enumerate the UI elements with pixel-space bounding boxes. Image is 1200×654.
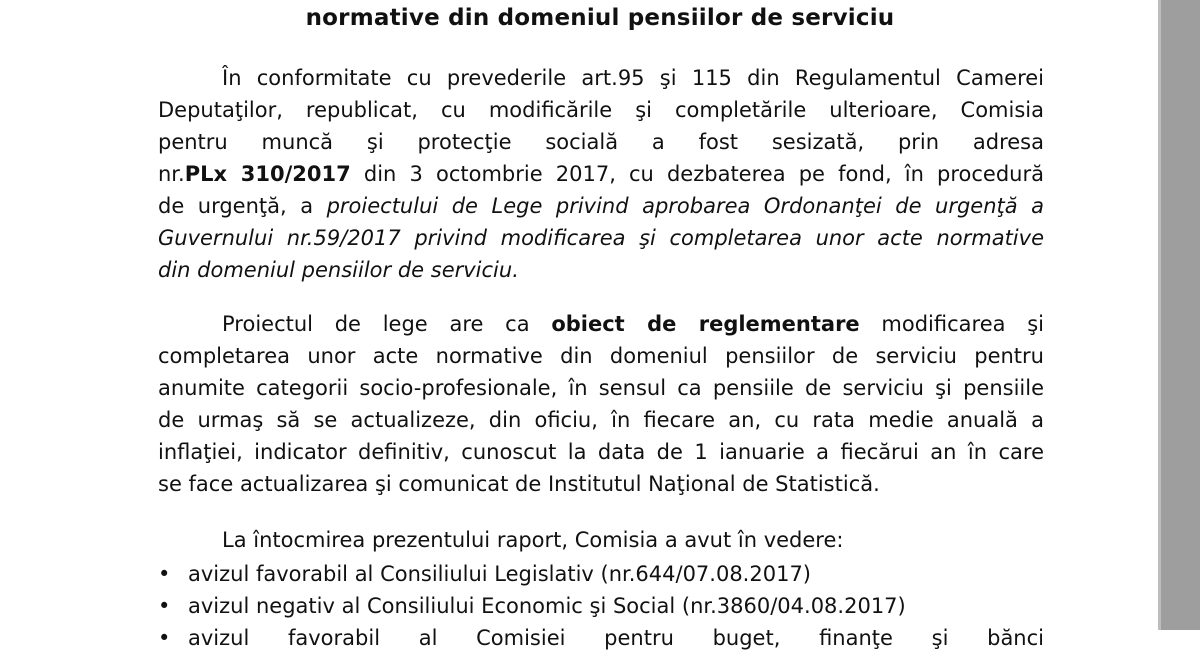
paragraph-line <box>158 222 1044 254</box>
paragraph-line <box>158 158 1044 190</box>
list-item <box>158 622 1044 650</box>
paragraph-line <box>158 190 1044 222</box>
bill-title-italic: Guvernului nr.59/2017 privind modificarea şi completarea unor acte normative <box>158 226 1044 250</box>
bullet-icon: • <box>158 626 171 650</box>
list-item-text: avizul negativ al Consiliului Economic şi Social (nr.3860/04.08.2017) <box>188 594 906 618</box>
paragraph-line <box>158 254 1044 286</box>
list-item-text: avizul favorabil al Comisiei pentru buget, finanţe şi bănci <box>188 626 1044 650</box>
text-fragment: de urgenţă, a <box>158 194 327 218</box>
paragraph-line: La întocmirea prezentului raport, Comisia a avut în vedere: <box>222 528 844 552</box>
bullet-icon: • <box>158 594 171 618</box>
report-title-continuation: normative din domeniul pensiilor de serviciu <box>305 5 895 31</box>
list-item-text: avizul favorabil al Consiliului Legislativ (nr.644/07.08.2017) <box>188 562 811 586</box>
text-fragment: din 3 octombrie 2017, cu dezbaterea pe fond, în procedură <box>350 162 1044 186</box>
paragraph-line: se face actualizarea şi comunicat de Institutul Naţional de Statistică. <box>158 472 880 496</box>
paragraph-line: anumite categorii socio-profesionale, în sensul ca pensiile de serviciu şi pensiile <box>158 376 1044 400</box>
paragraph-line: Deputaţilor, republicat, cu modificările şi completările ulterioare, Comisia <box>158 98 1044 122</box>
paragraph-object <box>158 308 1044 500</box>
paragraph-line: completarea unor acte normative din domeniul pensiilor de serviciu pentru <box>158 344 1044 368</box>
list-item <box>158 590 1044 622</box>
text-fragment: Proiectul de lege are ca <box>222 312 552 336</box>
bill-title-italic: proiectului de Lege privind aprobarea Ordonanţei de urgenţă a <box>326 194 1044 218</box>
text-fragment: nr. <box>158 162 185 186</box>
text-fragment: modificarea şi <box>859 312 1045 336</box>
paragraph-line: pentru muncă şi protecţie socială a fost sesizată, prin adresa <box>158 130 1044 154</box>
bill-title-italic: din domeniul pensiilor de serviciu. <box>158 258 519 282</box>
paragraph-line: de urmaş să se actualizeze, din oficiu, în fiecare an, cu rata medie anuală a <box>158 408 1044 432</box>
paragraph-considerations <box>158 524 1044 556</box>
paragraph-line <box>158 308 1044 340</box>
page-edge-divider <box>1158 0 1161 630</box>
paragraph-line: inflaţiei, indicator definitiv, cunoscut la data de 1 ianuarie a fiecărui an în care <box>158 440 1044 464</box>
scrollbar-track[interactable] <box>1158 0 1200 630</box>
paragraph-line: În conformitate cu prevederile art.95 şi 115 din Regulamentul Camerei <box>222 66 1044 90</box>
list-item <box>158 558 1044 590</box>
regulation-object-bold: obiect de reglementare <box>551 312 860 336</box>
opinions-list <box>158 558 1044 650</box>
bullet-icon: • <box>158 562 171 586</box>
paragraph-referral <box>158 62 1044 286</box>
bill-number: PLx 310/2017 <box>184 162 351 186</box>
